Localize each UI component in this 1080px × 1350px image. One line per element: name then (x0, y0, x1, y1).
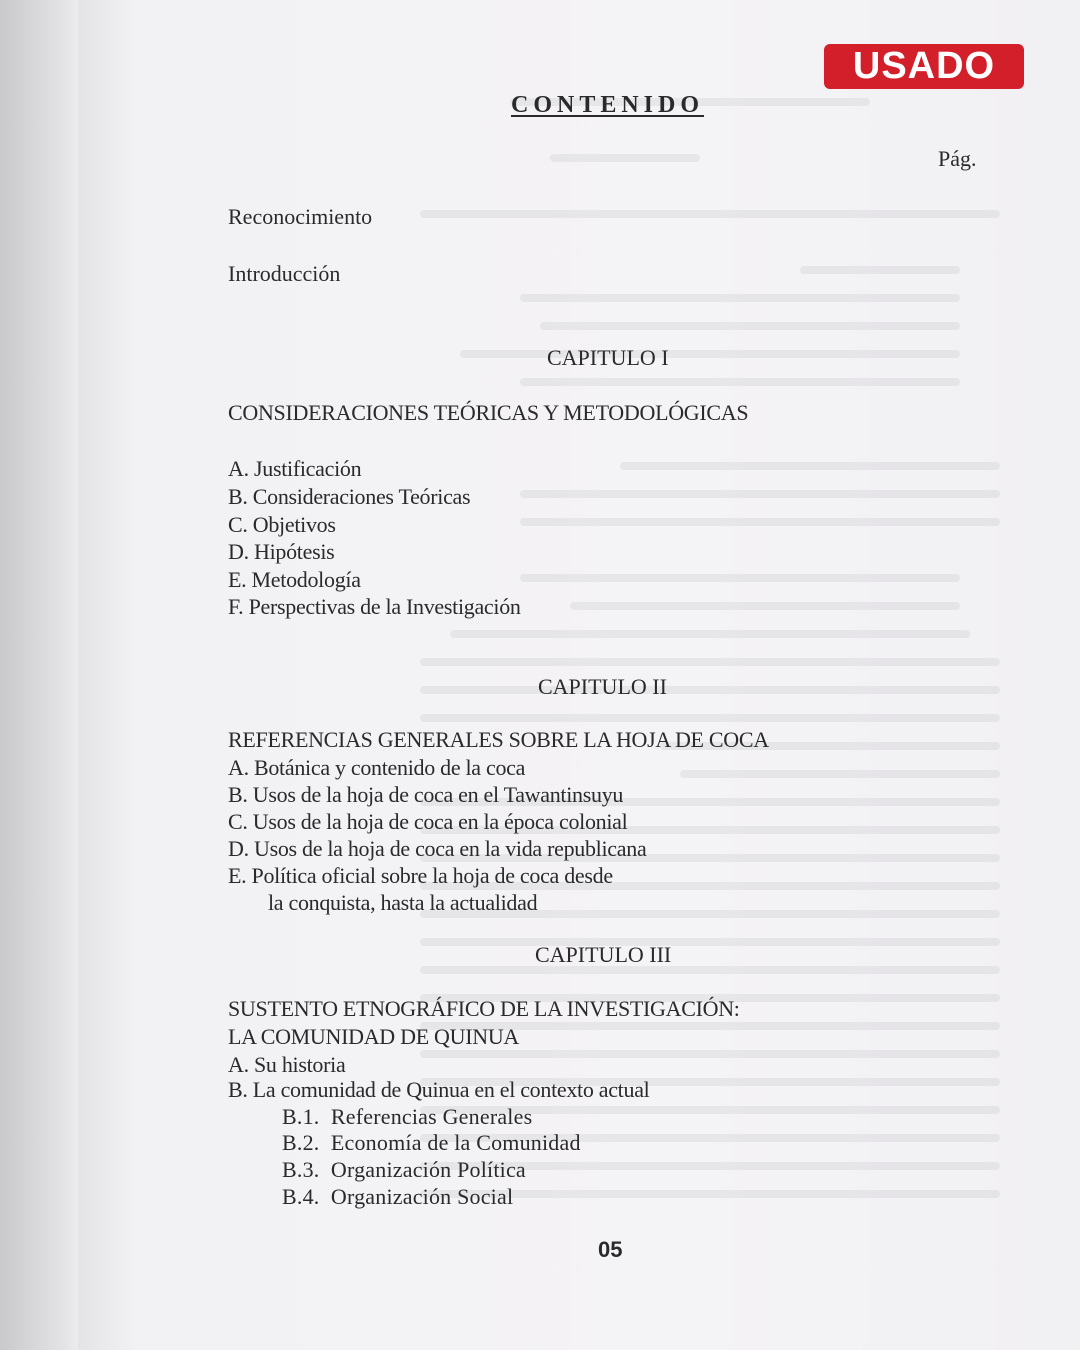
toc-entry: A. Su historia (228, 1052, 346, 1077)
chapter-title: CONSIDERACIONES TEÓRICAS Y METODOLÓGICAS (228, 400, 749, 425)
toc-entry: C. Usos de la hoja de coca en la época colonial (228, 809, 628, 834)
toc-entry: A. Justificación (228, 456, 362, 481)
chapter-title: REFERENCIAS GENERALES SOBRE LA HOJA DE COCA (228, 727, 769, 752)
toc-entry: B. Consideraciones Teóricas (228, 484, 471, 509)
front-matter-item: Introducción (228, 261, 341, 286)
chapter-heading: CAPITULO II (538, 674, 667, 699)
toc-entry: B. La comunidad de Quinua en el contexto actual (228, 1077, 650, 1102)
toc-entry: E. Metodología (228, 567, 361, 592)
toc-subentry: B.3. Organización Política (282, 1157, 526, 1182)
chapter-heading: CAPITULO I (547, 345, 669, 370)
page-number: 05 (598, 1237, 623, 1262)
used-badge: USADO (824, 44, 1024, 89)
chapter-heading: CAPITULO III (535, 942, 672, 967)
chapter-title: LA COMUNIDAD DE QUINUA (228, 1024, 519, 1049)
toc-entry: C. Objetivos (228, 512, 336, 537)
chapter-title: SUSTENTO ETNOGRÁFICO DE LA INVESTIGACIÓN: (228, 996, 740, 1021)
toc-entry: E. Política oficial sobre la hoja de coca desde (228, 863, 613, 888)
toc-entry: D. Usos de la hoja de coca en la vida republicana (228, 836, 647, 861)
toc-entry-continuation: la conquista, hasta la actualidad (268, 890, 538, 915)
toc-entry: F. Perspectivas de la Investigación (228, 594, 521, 619)
toc-entry: B. Usos de la hoja de coca en el Tawantinsuyu (228, 782, 624, 807)
show-through-text (420, 90, 1020, 1220)
toc-subentry: B.4. Organización Social (282, 1184, 514, 1209)
book-gutter (0, 0, 78, 1350)
page-column-header: Pág. (938, 146, 977, 171)
toc-subentry: B.1. Referencias Generales (282, 1104, 533, 1129)
toc-entry: A. Botánica y contenido de la coca (228, 755, 526, 780)
contents-title: CONTENIDO (511, 92, 705, 118)
front-matter-item: Reconocimiento (228, 204, 373, 229)
toc-entry: D. Hipótesis (228, 539, 335, 564)
toc-subentry: B.2. Economía de la Comunidad (282, 1130, 581, 1155)
